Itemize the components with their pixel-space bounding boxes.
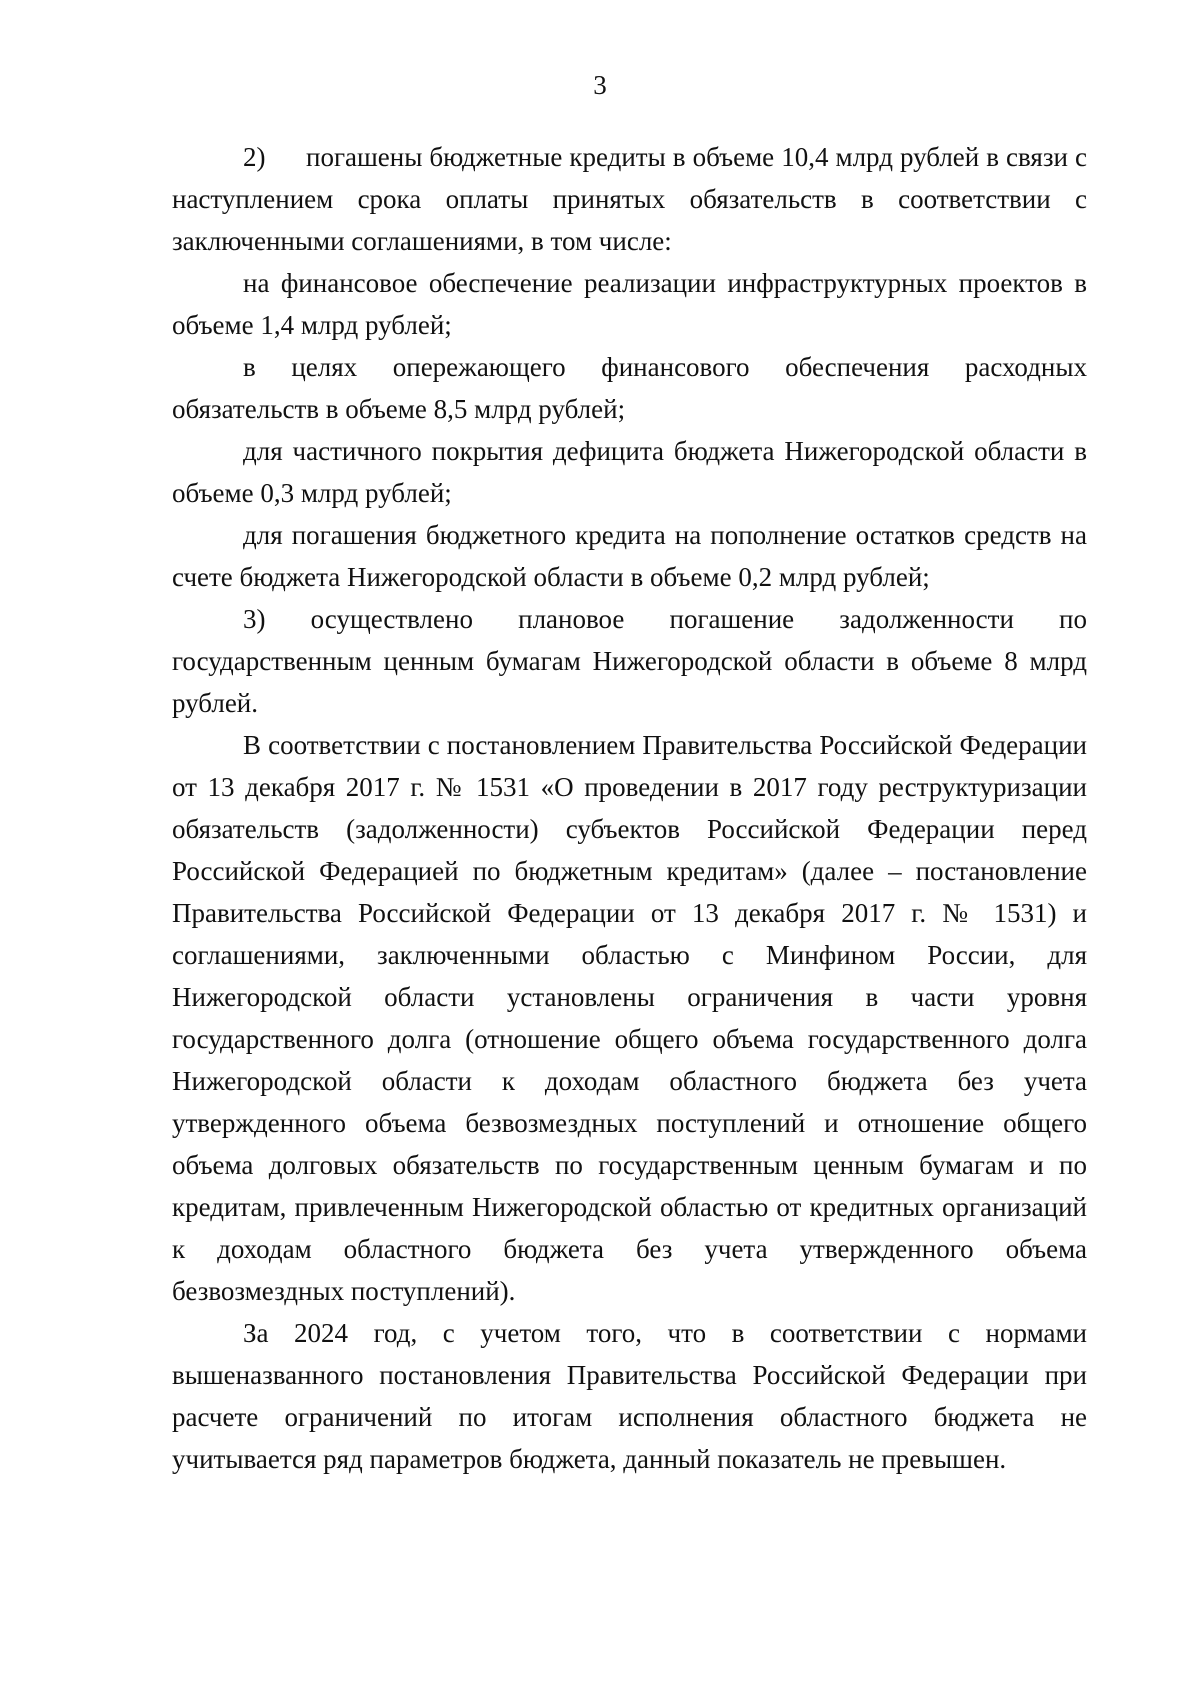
paragraph-securities-repayment: 3) осуществлено плановое погашение задолженности по государственным ценным бумагам Нижегородской области в объеме 8 млрд рублей. (172, 604, 1087, 718)
paragraph-restructuring-restrictions: В соответствии с постановлением Правительства Российской Федерации от 13 декабря 2017 г. № 1531 «О проведении в 2017 году реструктуризации обязательств (задолженности) субъектов Российской Федерации перед Российской Федерацией по бюджетным кредитам» (далее – постановление Правительства Российской Федерации от 13 декабря 2017 г. № 1531) и соглашениями, заключенными областью с Минфином России, для Нижегородской области установлены ограничения в части уровня государственного долга (отношение общего объема государственного долга Нижегородской области к доходам областного бюджета без учета утвержденного объема безвозмездных поступлений и отношение общего объема долговых обязательств по государственным ценным бумагам и по кредитам, привлеченным Нижегородской областью от кредитных организаций к доходам областного бюджета без учета утвержденного объема безвозмездных поступлений). (172, 730, 1087, 1306)
paragraph-balance-replenishment: для погашения бюджетного кредита на пополнение остатков средств на счете бюджета Нижегородской области в объеме 0,2 млрд рублей; (172, 520, 1087, 592)
paragraph-deficit-coverage: для частичного покрытия дефицита бюджета Нижегородской области в объеме 0,3 млрд рублей; (172, 436, 1087, 508)
page-number: 3 (593, 70, 607, 100)
paragraph-2024-conclusion: За 2024 год, с учетом того, что в соответствии с нормами вышеназванного постановления Правительства Российской Федерации при расчете ограничений по итогам исполнения областного бюджета не учитывается ряд параметров бюджета, данный показатель не превышен. (172, 1318, 1087, 1474)
paragraph-repaid-budget-credits: 2) погашены бюджетные кредиты в объеме 10,4 млрд рублей в связи с наступлением срока оплаты принятых обязательств в соответствии с заключенными соглашениями, в том числе: (172, 142, 1087, 256)
document-body (172, 136, 1087, 1480)
paragraph-infrastructure-projects: на финансовое обеспечение реализации инфраструктурных проектов в объеме 1,4 млрд рублей; (172, 268, 1087, 340)
paragraph-advance-financing: в целях опережающего финансового обеспечения расходных обязательств в объеме 8,5 млрд рублей; (172, 352, 1087, 424)
